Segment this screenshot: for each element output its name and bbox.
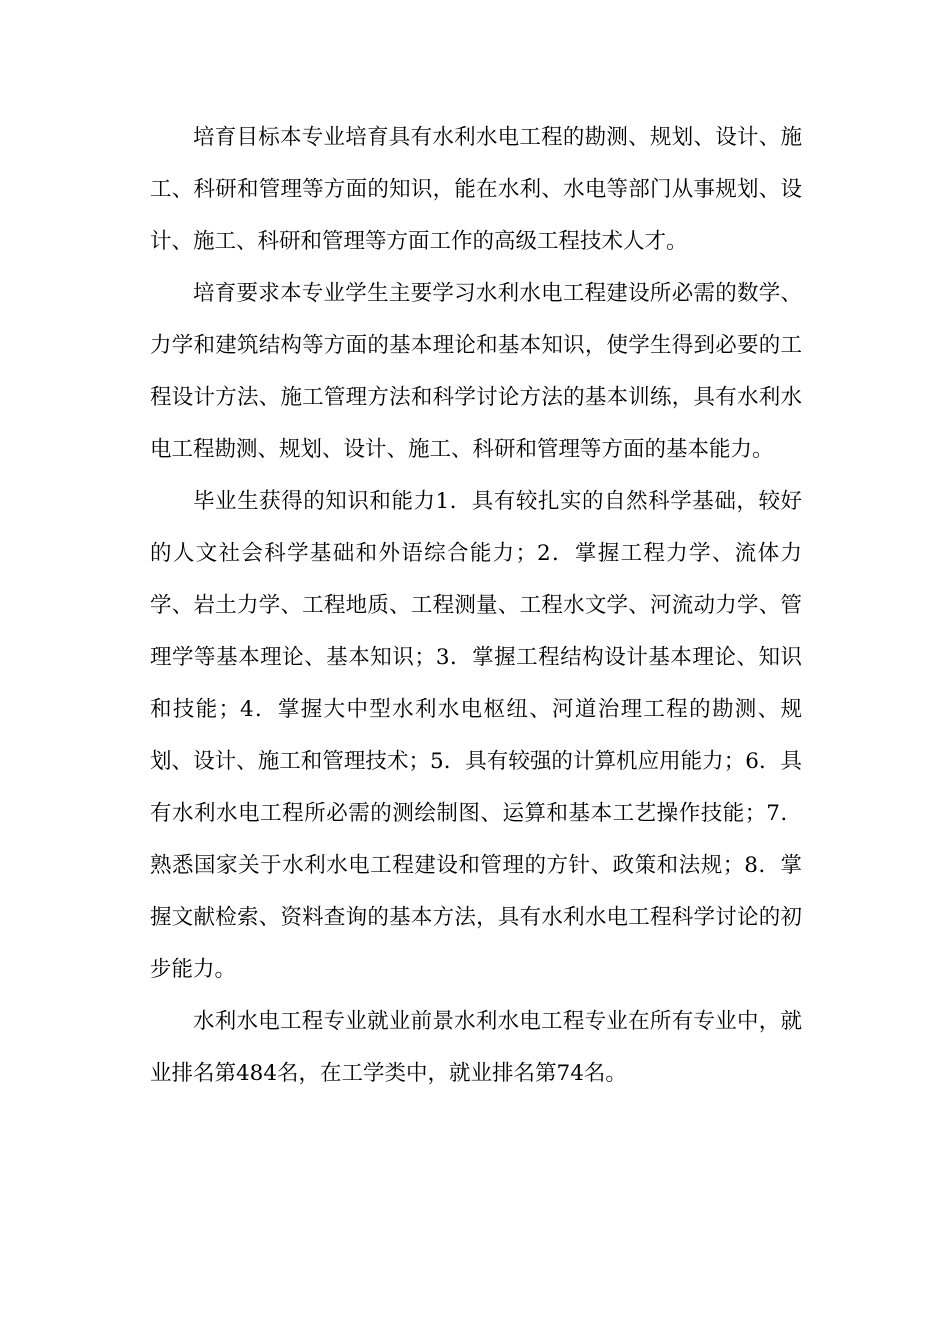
paragraph-training-goal: 培育目标本专业培育具有水利水电工程的勘测、规划、设计、施工、科研和管理等方面的知识，能在水利、水电等部门从事规划、设计、施工、科研和管理等方面工作的高级工程技术人才。 <box>150 125 802 254</box>
document-body <box>150 112 802 1100</box>
paragraph-employment-prospects: 水利水电工程专业就业前景水利水电工程专业在所有专业中，就业排名第484名，在工学类中，就业排名第74名。 <box>150 1009 802 1086</box>
paragraph-graduate-knowledge-abilities: 毕业生获得的知识和能力1．具有较扎实的自然科学基础，较好的人文社会科学基础和外语综合能力；2．掌握工程力学、流体力学、岩土力学、工程地质、工程测量、工程水文学、河流动力学、管理学等基本理论、基本知识；3．掌握工程结构设计基本理论、知识和技能；4．掌握大中型水利水电枢纽、河道治理工程的勘测、规划、设计、施工和管理技术；5．具有较强的计算机应用能力；6．具有水利水电工程所必需的测绘制图、运算和基本工艺操作技能；7．熟悉国家关于水利水电工程建设和管理的方针、政策和法规；8．掌握文献检索、资料查询的基本方法，具有水利水电工程科学讨论的初步能力。 <box>150 489 802 982</box>
paragraph-training-requirements: 培育要求本专业学生主要学习水利水电工程建设所必需的数学、力学和建筑结构等方面的基本理论和基本知识，使学生得到必要的工程设计方法、施工管理方法和科学讨论方法的基本训练，具有水利水电工程勘测、规划、设计、施工、科研和管理等方面的基本能力。 <box>150 281 802 462</box>
